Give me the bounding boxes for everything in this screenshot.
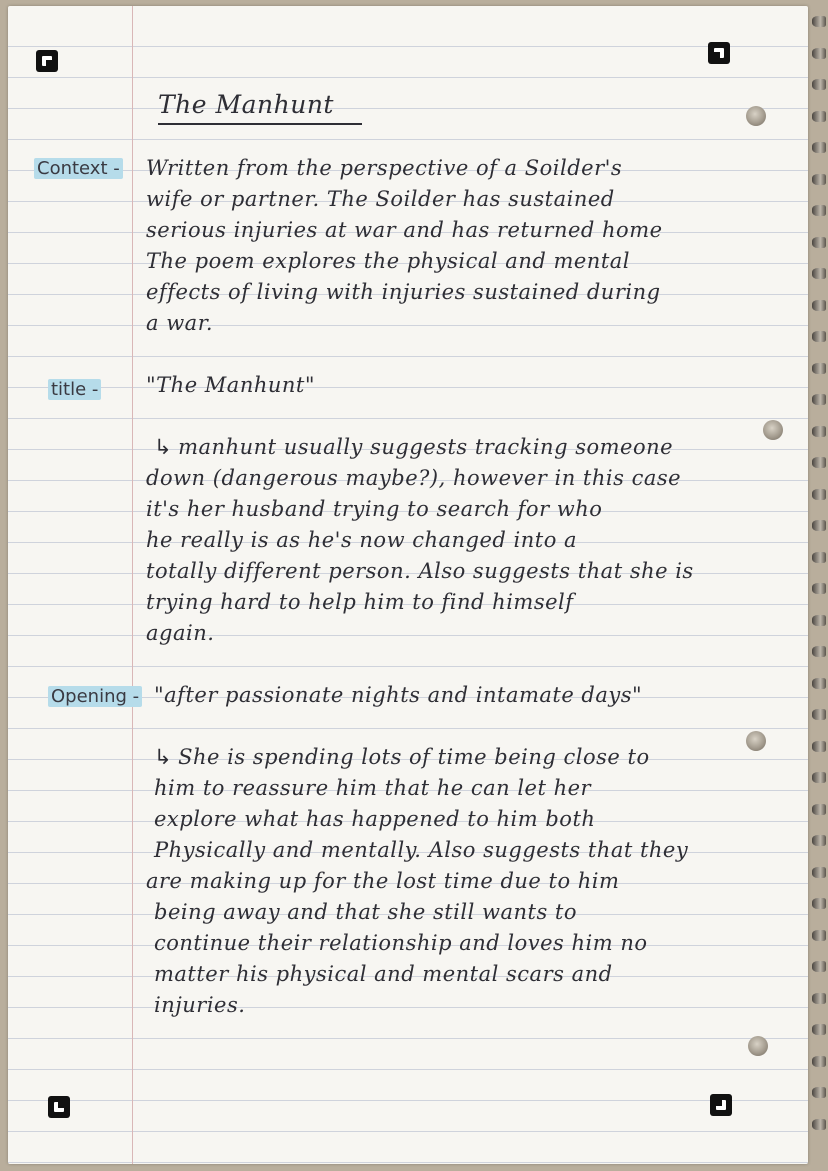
opening-quote: "after passionate nights and intamate days"	[154, 683, 643, 707]
spiral-ring	[812, 930, 826, 941]
corner-marker-icon	[36, 50, 58, 72]
opening-line: ↳ She is spending lots of time being close to	[154, 745, 650, 769]
context-line: The poem explores the physical and mental	[146, 249, 630, 273]
spiral-ring	[812, 142, 826, 153]
section-label-context: Context -	[34, 158, 123, 179]
opening-line: injuries.	[154, 993, 246, 1017]
corner-marker-icon	[710, 1094, 732, 1116]
spiral-ring	[812, 646, 826, 657]
spiral-ring	[812, 993, 826, 1004]
punch-hole-icon	[748, 1036, 768, 1056]
page-title: The Manhunt	[158, 90, 362, 125]
spiral-ring	[812, 426, 826, 437]
arrow-icon: ↳	[154, 435, 173, 459]
section-label-opening: Opening -	[48, 686, 142, 707]
spiral-ring	[812, 898, 826, 909]
spiral-ring	[812, 394, 826, 405]
margin-line	[132, 6, 133, 1164]
spiral-ring	[812, 709, 826, 720]
title-line: it's her husband trying to search for who	[146, 497, 603, 521]
title-quote: "The Manhunt"	[146, 373, 316, 397]
spiral-ring	[812, 111, 826, 122]
section-label-title: title -	[48, 379, 101, 400]
opening-line: continue their relationship and loves him no	[154, 931, 648, 955]
opening-line: explore what has happened to him both	[154, 807, 596, 831]
spiral-ring	[812, 174, 826, 185]
spiral-ring	[812, 457, 826, 468]
title-line: again.	[146, 621, 215, 645]
spiral-ring	[812, 961, 826, 972]
spiral-ring	[812, 520, 826, 531]
spiral-ring	[812, 363, 826, 374]
title-line: down (dangerous maybe?), however in this case	[146, 466, 682, 490]
opening-line: him to reassure him that he can let her	[154, 776, 592, 800]
title-line: he really is as he's now changed into a	[146, 528, 578, 552]
spiral-ring	[812, 1024, 826, 1035]
context-line: Written from the perspective of a Soilder's	[146, 156, 623, 180]
spiral-ring	[812, 804, 826, 815]
spiral-ring	[812, 1087, 826, 1098]
spiral-ring	[812, 772, 826, 783]
spiral-ring	[812, 237, 826, 248]
arrow-icon: ↳	[154, 745, 173, 769]
opening-line: matter his physical and mental scars and	[154, 962, 613, 986]
spiral-ring	[812, 300, 826, 311]
title-line: ↳ manhunt usually suggests tracking someone	[154, 435, 674, 459]
context-line: a war.	[146, 311, 214, 335]
spiral-ring	[812, 268, 826, 279]
spiral-ring	[812, 79, 826, 90]
context-line: effects of living with injuries sustained during	[146, 280, 661, 304]
spiral-ring	[812, 583, 826, 594]
opening-line: Physically and mentally. Also suggests that they	[154, 838, 689, 862]
opening-line: being away and that she still wants to	[154, 900, 577, 924]
corner-marker-icon	[708, 42, 730, 64]
context-line: serious injuries at war and has returned home	[146, 218, 663, 242]
spiral-ring	[812, 1056, 826, 1067]
notebook-page	[8, 6, 808, 1164]
title-line: totally different person. Also suggests that she is	[146, 559, 694, 583]
spiral-ring	[812, 16, 826, 27]
spiral-ring	[812, 615, 826, 626]
spiral-ring	[812, 331, 826, 342]
corner-marker-icon	[48, 1096, 70, 1118]
spiral-ring	[812, 741, 826, 752]
spiral-ring	[812, 1119, 826, 1130]
spiral-ring	[812, 867, 826, 878]
spiral-ring	[812, 48, 826, 59]
context-line: wife or partner. The Soilder has sustained	[146, 187, 615, 211]
opening-line: are making up for the lost time due to him	[146, 869, 620, 893]
spiral-ring	[812, 678, 826, 689]
spiral-ring	[812, 835, 826, 846]
spiral-ring	[812, 205, 826, 216]
punch-hole-icon	[746, 106, 766, 126]
spiral-binding	[808, 16, 828, 1156]
title-line: trying hard to help him to find himself	[146, 590, 574, 614]
spiral-ring	[812, 489, 826, 500]
spiral-ring	[812, 552, 826, 563]
